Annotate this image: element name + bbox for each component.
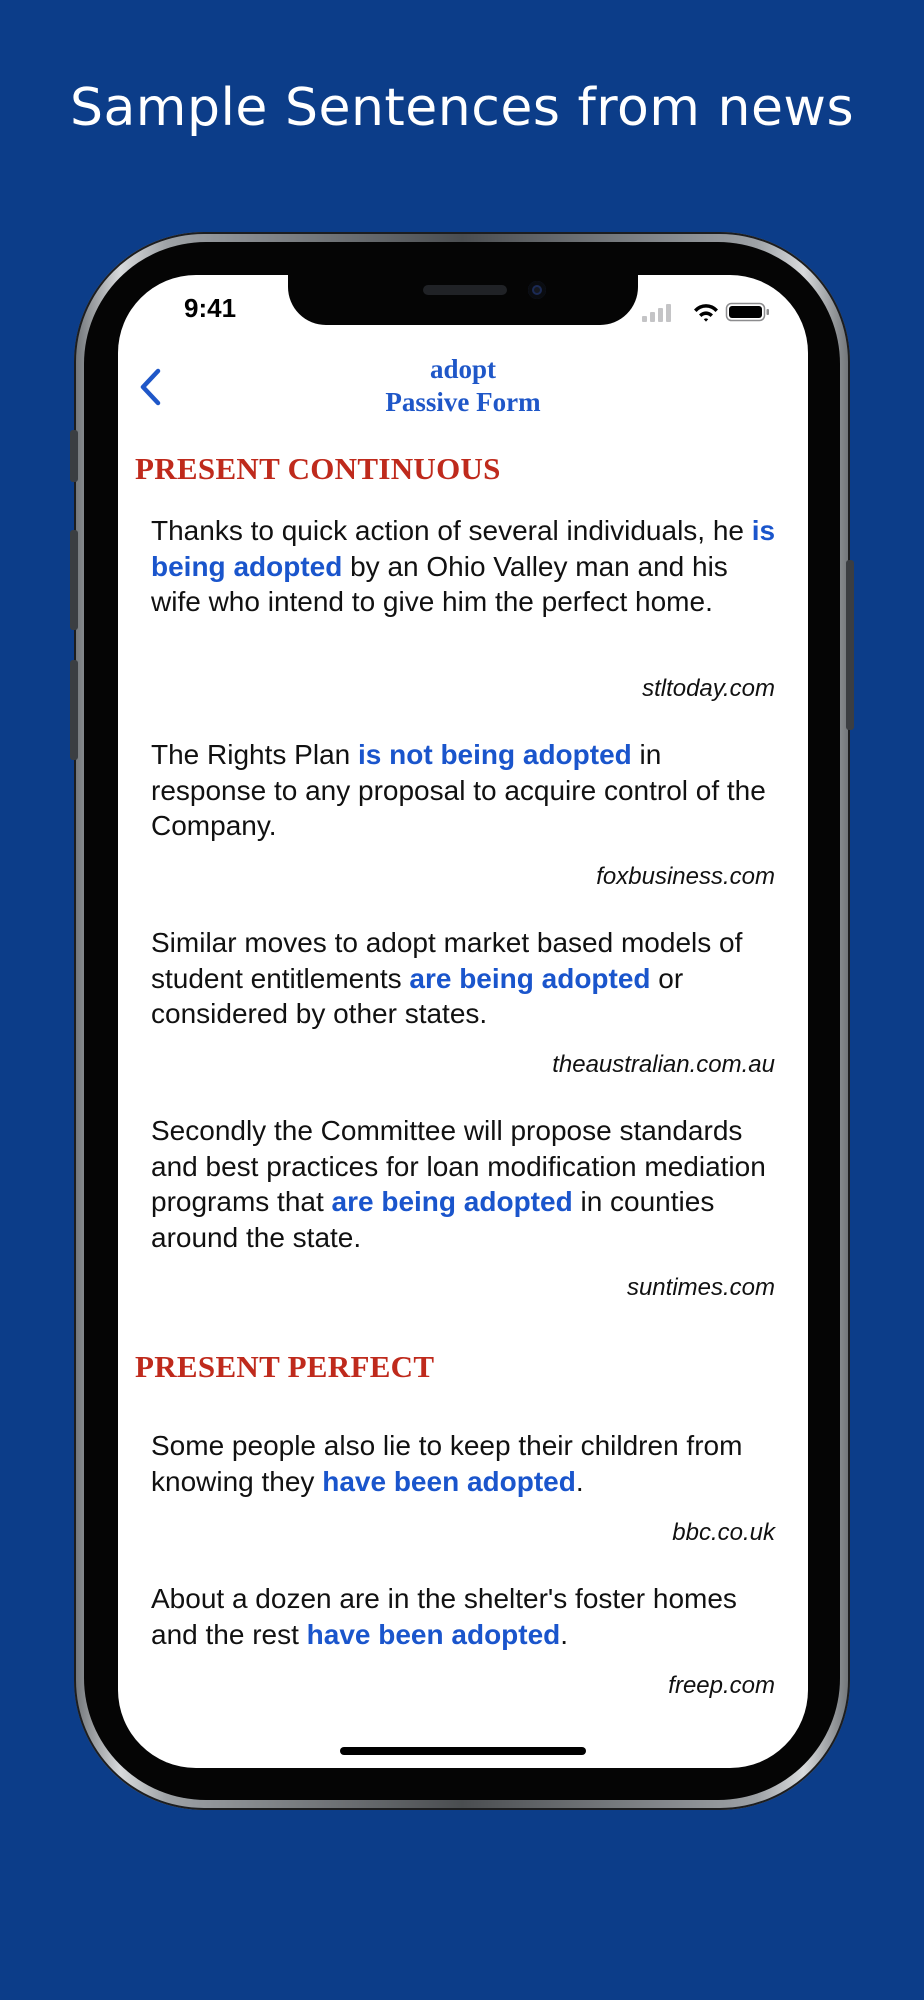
sentence-text: Similar moves to adopt market based models of student entitlements (151, 927, 743, 994)
nav-subtitle: Passive Form (385, 387, 541, 417)
signal-icon (642, 304, 671, 322)
wifi-icon (694, 304, 718, 322)
highlighted-phrase: have been adopted (306, 1618, 561, 1650)
volume-up-button (70, 530, 78, 630)
sentence (151, 925, 781, 1032)
sentence-text: . (575, 1465, 584, 1497)
highlighted-phrase: are being adopted (409, 962, 651, 994)
sentence-text: Secondly the Committee will propose standards and best practices for loan modification mediation programs that (151, 1115, 766, 1217)
sentence-text: Thanks to quick action of several individuals, he (151, 515, 752, 546)
mute-switch (70, 430, 78, 482)
phone-screen (118, 275, 808, 1768)
sentence-text: in response to any proposal to acquire control of the Company. (151, 739, 766, 841)
sentence (151, 1113, 781, 1255)
sentence (151, 1428, 781, 1499)
nav-title (118, 353, 808, 419)
home-indicator[interactable] (340, 1747, 586, 1755)
sentence (151, 1581, 781, 1652)
section-title-present-continuous: PRESENT CONTINUOUS (135, 451, 501, 486)
sentence-text: Some people also lie to keep their children from knowing they (151, 1430, 743, 1497)
status-icons (642, 301, 770, 323)
section-title-present-perfect: PRESENT PERFECT (135, 1349, 435, 1384)
front-camera (528, 281, 546, 299)
highlighted-phrase: are being adopted (331, 1186, 573, 1217)
sentence-text: by an Ohio Valley man and his wife who intend to give him the perfect home. (151, 550, 728, 617)
power-button (846, 560, 854, 730)
battery-icon (727, 304, 770, 321)
source-label: freep.com (668, 1672, 775, 1699)
sentence-text: . (560, 1618, 569, 1650)
source-label: bbc.co.uk (672, 1519, 775, 1546)
sentence (151, 737, 781, 844)
sentence-text: About a dozen are in the shelter's foster homes and the rest (151, 1583, 737, 1650)
promo-headline: Sample Sentences from news (69, 78, 855, 138)
source-label: theaustralian.com.au (552, 1051, 775, 1078)
sentence-text: in counties around the state. (151, 1186, 715, 1253)
sentence-text: The Rights Plan (151, 739, 358, 770)
speaker-grille (423, 285, 507, 295)
highlighted-phrase: have been adopted (322, 1465, 576, 1497)
source-label: stltoday.com (642, 675, 775, 702)
highlighted-phrase: is being adopted (151, 515, 776, 582)
source-label: foxbusiness.com (596, 863, 775, 890)
source-label: suntimes.com (626, 1274, 775, 1301)
status-time: 9:41 (184, 293, 237, 323)
notch (288, 275, 638, 325)
sentence (151, 513, 781, 620)
nav-word: adopt (429, 354, 497, 384)
sentence-text: or considered by other states. (151, 962, 684, 1029)
highlighted-phrase: is not being adopted (358, 739, 632, 770)
volume-down-button (70, 660, 78, 760)
